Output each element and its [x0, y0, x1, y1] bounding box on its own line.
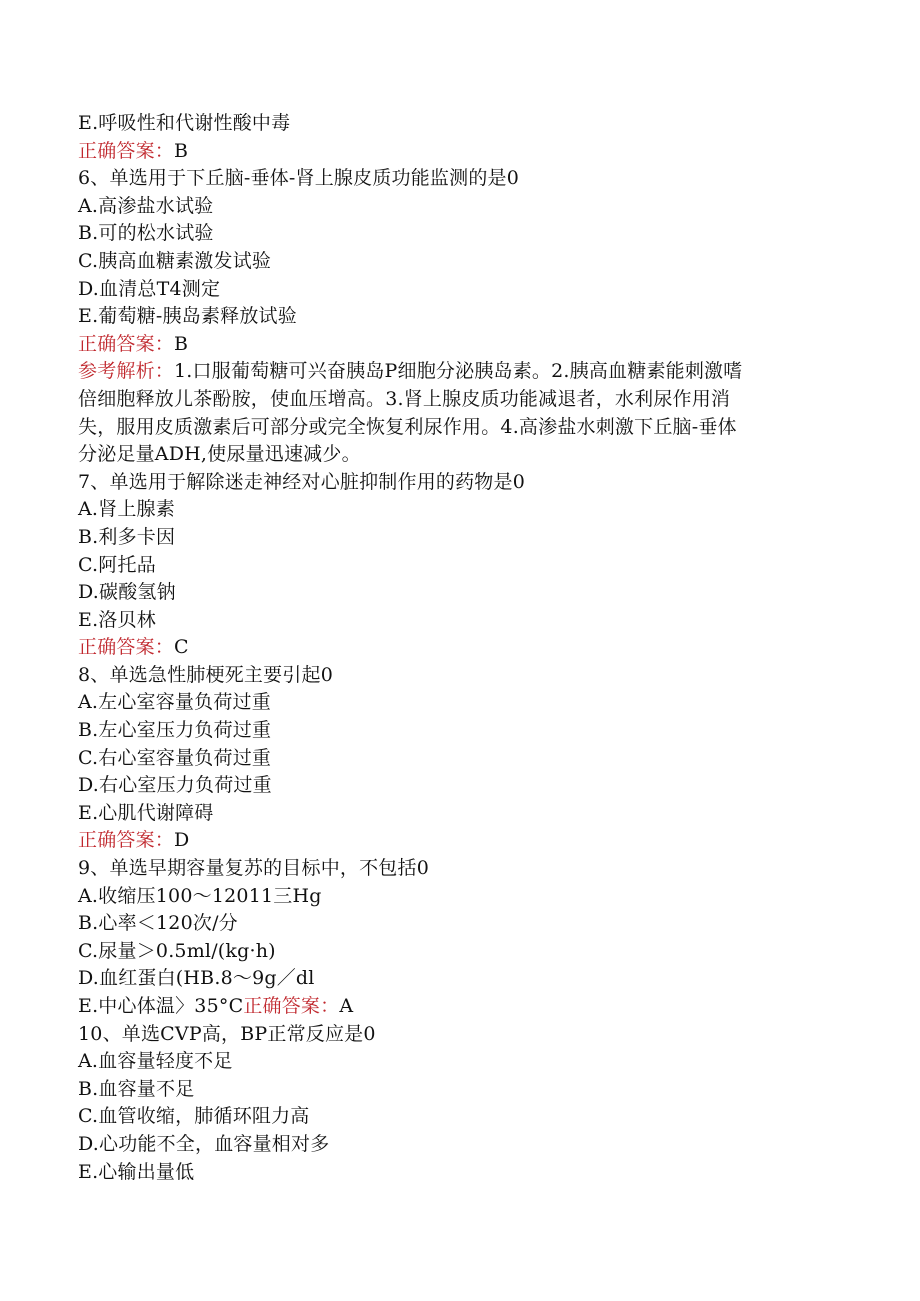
explanation-text: 倍细胞释放儿茶酚胺，使血压增高。3.肾上腺皮质功能减退者，水利尿作用消: [78, 387, 731, 410]
option-text: D.右心室压力负荷过重: [78, 774, 272, 797]
option-text: D.心功能不全，血容量相对多: [78, 1132, 330, 1155]
question-text: 6、单选用于下丘脑-垂体-肾上腺皮质功能监测的是0: [78, 167, 520, 190]
option-text: B.左心室压力负荷过重: [78, 719, 272, 742]
option-text: D.血清总T4测定: [78, 277, 221, 300]
option-text: E.心输出量低: [78, 1160, 195, 1183]
explanation-label: 参考解析：: [78, 360, 175, 383]
option-text: C.尿量＞0.5ml/(kg·h): [78, 939, 276, 962]
question-text: 9、单选早期容量复苏的目标中，不包括0: [78, 857, 429, 880]
explanation-text: 失，服用皮质激素后可部分或完全恢复利尿作用。4.高渗盐水刺激下丘脑-垂体: [78, 415, 737, 438]
answer-value: B: [174, 139, 189, 162]
question-text: 8、单选急性肺梗死主要引起0: [78, 663, 333, 686]
question-text: 10、单选CVP高，BP正常反应是0: [78, 1022, 376, 1045]
option-text: A.肾上腺素: [78, 498, 175, 521]
answer-line: [78, 331, 838, 359]
answer-line: [78, 827, 838, 855]
option-text: B.利多卡因: [78, 525, 176, 548]
option-text: A.血容量轻度不足: [78, 1050, 233, 1073]
option-text: B.可的松水试验: [78, 222, 214, 245]
option-text: B.心率＜120次/分: [78, 912, 238, 935]
answer-line: [78, 138, 838, 166]
answer-label: 正确答案：: [243, 995, 340, 1017]
option-text: D.血红蛋白(HB.8～9g／dl: [78, 967, 315, 990]
answer-label: 正确答案：: [78, 139, 175, 162]
answer-value: B: [174, 332, 189, 355]
answer-value: C: [174, 636, 189, 659]
answer-line: [78, 634, 838, 662]
answer-label: 正确答案：: [78, 829, 175, 852]
option-text: E.葡萄糖-胰岛素释放试验: [78, 305, 297, 328]
answer-value: D: [174, 829, 190, 852]
answer-value: A: [339, 995, 354, 1017]
option-answer-line: [78, 993, 838, 1021]
option-text: E.心肌代谢障碍: [78, 801, 214, 824]
explanation-line: [78, 358, 838, 386]
option-text: C.阿托品: [78, 553, 156, 576]
option-text: C.血管收缩，肺循环阻力高: [78, 1105, 310, 1128]
question-text: 7、单选用于解除迷走神经对心脏抑制作用的药物是0: [78, 470, 525, 493]
explanation-text: 分泌足量ADH,使尿量迅速减少。: [78, 443, 361, 466]
option-text: B.血容量不足: [78, 1077, 195, 1100]
option-text: D.碳酸氢钠: [78, 581, 176, 604]
option-text: E.中心体温〉35°C: [78, 995, 244, 1017]
option-text: A.收缩压100～12011三Hg: [78, 884, 322, 907]
answer-label: 正确答案：: [78, 636, 175, 659]
option-text: C.右心室容量负荷过重: [78, 746, 272, 769]
option-text: E.洛贝林: [78, 608, 156, 631]
answer-label: 正确答案：: [78, 332, 175, 355]
document-page: [78, 110, 838, 1186]
explanation-text: 1.口服葡萄糖可兴奋胰岛P细胞分泌胰岛素。2.胰高血糖素能刺激嗜: [174, 360, 743, 383]
option-text: A.高渗盐水试验: [78, 194, 214, 217]
option-text: A.左心室容量负荷过重: [78, 691, 271, 714]
option-text: E.呼吸性和代谢性酸中毒: [78, 112, 291, 134]
option-text: C.胰高血糖素激发试验: [78, 249, 272, 272]
